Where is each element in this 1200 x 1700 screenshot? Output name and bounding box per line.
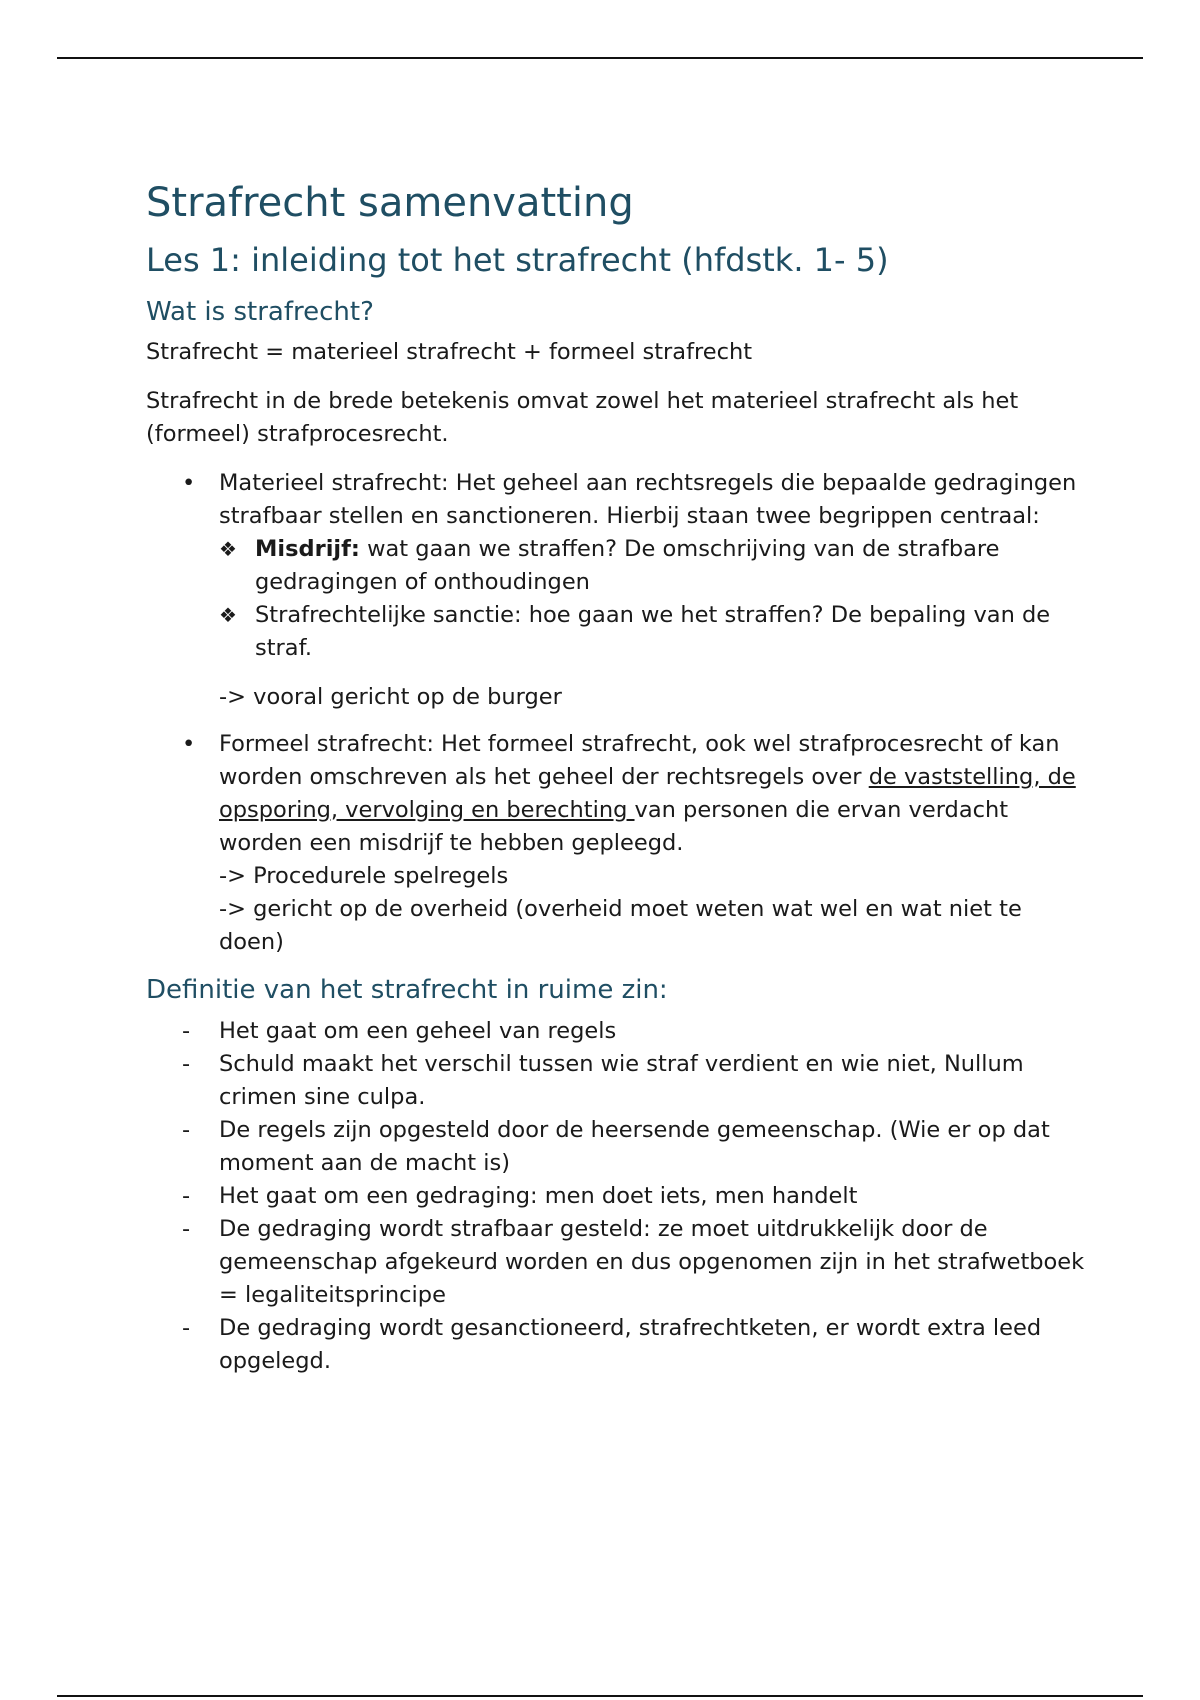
list-item [146,1312,1091,1378]
list-item-text: Het gaat om een geheel van regels [219,1018,617,1044]
formeel-text-before: Formeel strafrecht: Het formeel strafrecht, ook wel strafprocesrecht of kan worden omschreven als het geheel der rechtsregels over [219,731,1060,790]
dash-marker: - [182,1117,191,1143]
formeel-text-after: van personen die ervan verdacht worden een misdrijf te hebben gepleegd. [219,797,1009,856]
list-item-formeel [146,728,1091,959]
materieel-text: Materieel strafrecht: Het geheel aan rechtsregels die bepaalde gedragingen strafbaar stellen en sanctioneren. Hierbij staan twee begrippen centraal: [219,470,1077,529]
sub-list [219,533,1091,665]
dash-list [146,1015,1091,1378]
dash-marker: - [182,1018,191,1044]
dash-marker: - [182,1183,191,1209]
list-item [146,1114,1091,1180]
formeel-line-overheid: -> gericht op de overheid (overheid moet weten wat wel en wat niet te doen) [219,896,1022,955]
formeel-line-procedurele: -> Procedurele spelregels [219,863,509,889]
list-item-text: De gedraging wordt gesanctioneerd, strafrechtketen, er wordt extra leed opgelegd. [219,1315,1042,1374]
list-item [146,1180,1091,1213]
list-item-materieel [146,467,1091,714]
list-item [146,1048,1091,1114]
dash-marker: - [182,1051,191,1077]
lesson-heading: Les 1: inleiding tot het strafrecht (hfdstk. 1- 5) [146,241,889,279]
sub-item-misdrijf [219,533,1091,599]
list-item-text: De gedraging wordt strafbaar gesteld: ze moet uitdrukkelijk door de gemeenschap afgekeurd worden en dus opgenomen zijn in het strafwetboek = legaliteitsprincipe [219,1216,1085,1308]
bullet-marker: • [182,470,196,496]
bullet-marker: • [182,731,196,757]
list-item [146,1015,1091,1048]
document-body [146,178,1091,1378]
sub-item-sanctie [219,599,1091,665]
list-item-text: Het gaat om een gedraging: men doet iets, men handelt [219,1183,858,1209]
list-item [146,1213,1091,1312]
sub-item-bold-label: Misdrijf: [255,536,360,562]
document-title: Strafrecht samenvatting [146,180,634,226]
section-heading-definitie: Definitie van het strafrecht in ruime zin: [146,975,668,1005]
bottom-rule [57,1695,1143,1697]
diamond-marker: ❖ [219,537,237,561]
diamond-marker: ❖ [219,603,237,627]
list-item-text: Schuld maakt het verschil tussen wie straf verdient en wie niet, Nullum crimen sine culpa. [219,1051,1024,1110]
section-heading-wat-is-strafrecht: Wat is strafrecht? [146,297,374,327]
sub-item-text: wat gaan we straffen? De omschrijving van de strafbare gedragingen of onthoudingen [255,536,1000,595]
dash-marker: - [182,1315,191,1341]
bullet-list [146,467,1091,959]
top-rule [57,57,1143,59]
materieel-note: -> vooral gericht op de burger [219,684,562,710]
intro-paragraph: Strafrecht in de brede betekenis omvat zowel het materieel strafrecht als het (formeel) strafprocesrecht. [146,388,1019,447]
formeel-underlined-text: de vaststelling, de opsporing, vervolging en berechting [219,764,1076,823]
sub-item-text: Strafrechtelijke sanctie: hoe gaan we het straffen? De bepaling van de straf. [255,602,1051,661]
list-item-text: De regels zijn opgesteld door de heersende gemeenschap. (Wie er op dat moment aan de macht is) [219,1117,1050,1176]
dash-marker: - [182,1216,191,1242]
formula-paragraph: Strafrecht = materieel strafrecht + formeel strafrecht [146,339,753,365]
